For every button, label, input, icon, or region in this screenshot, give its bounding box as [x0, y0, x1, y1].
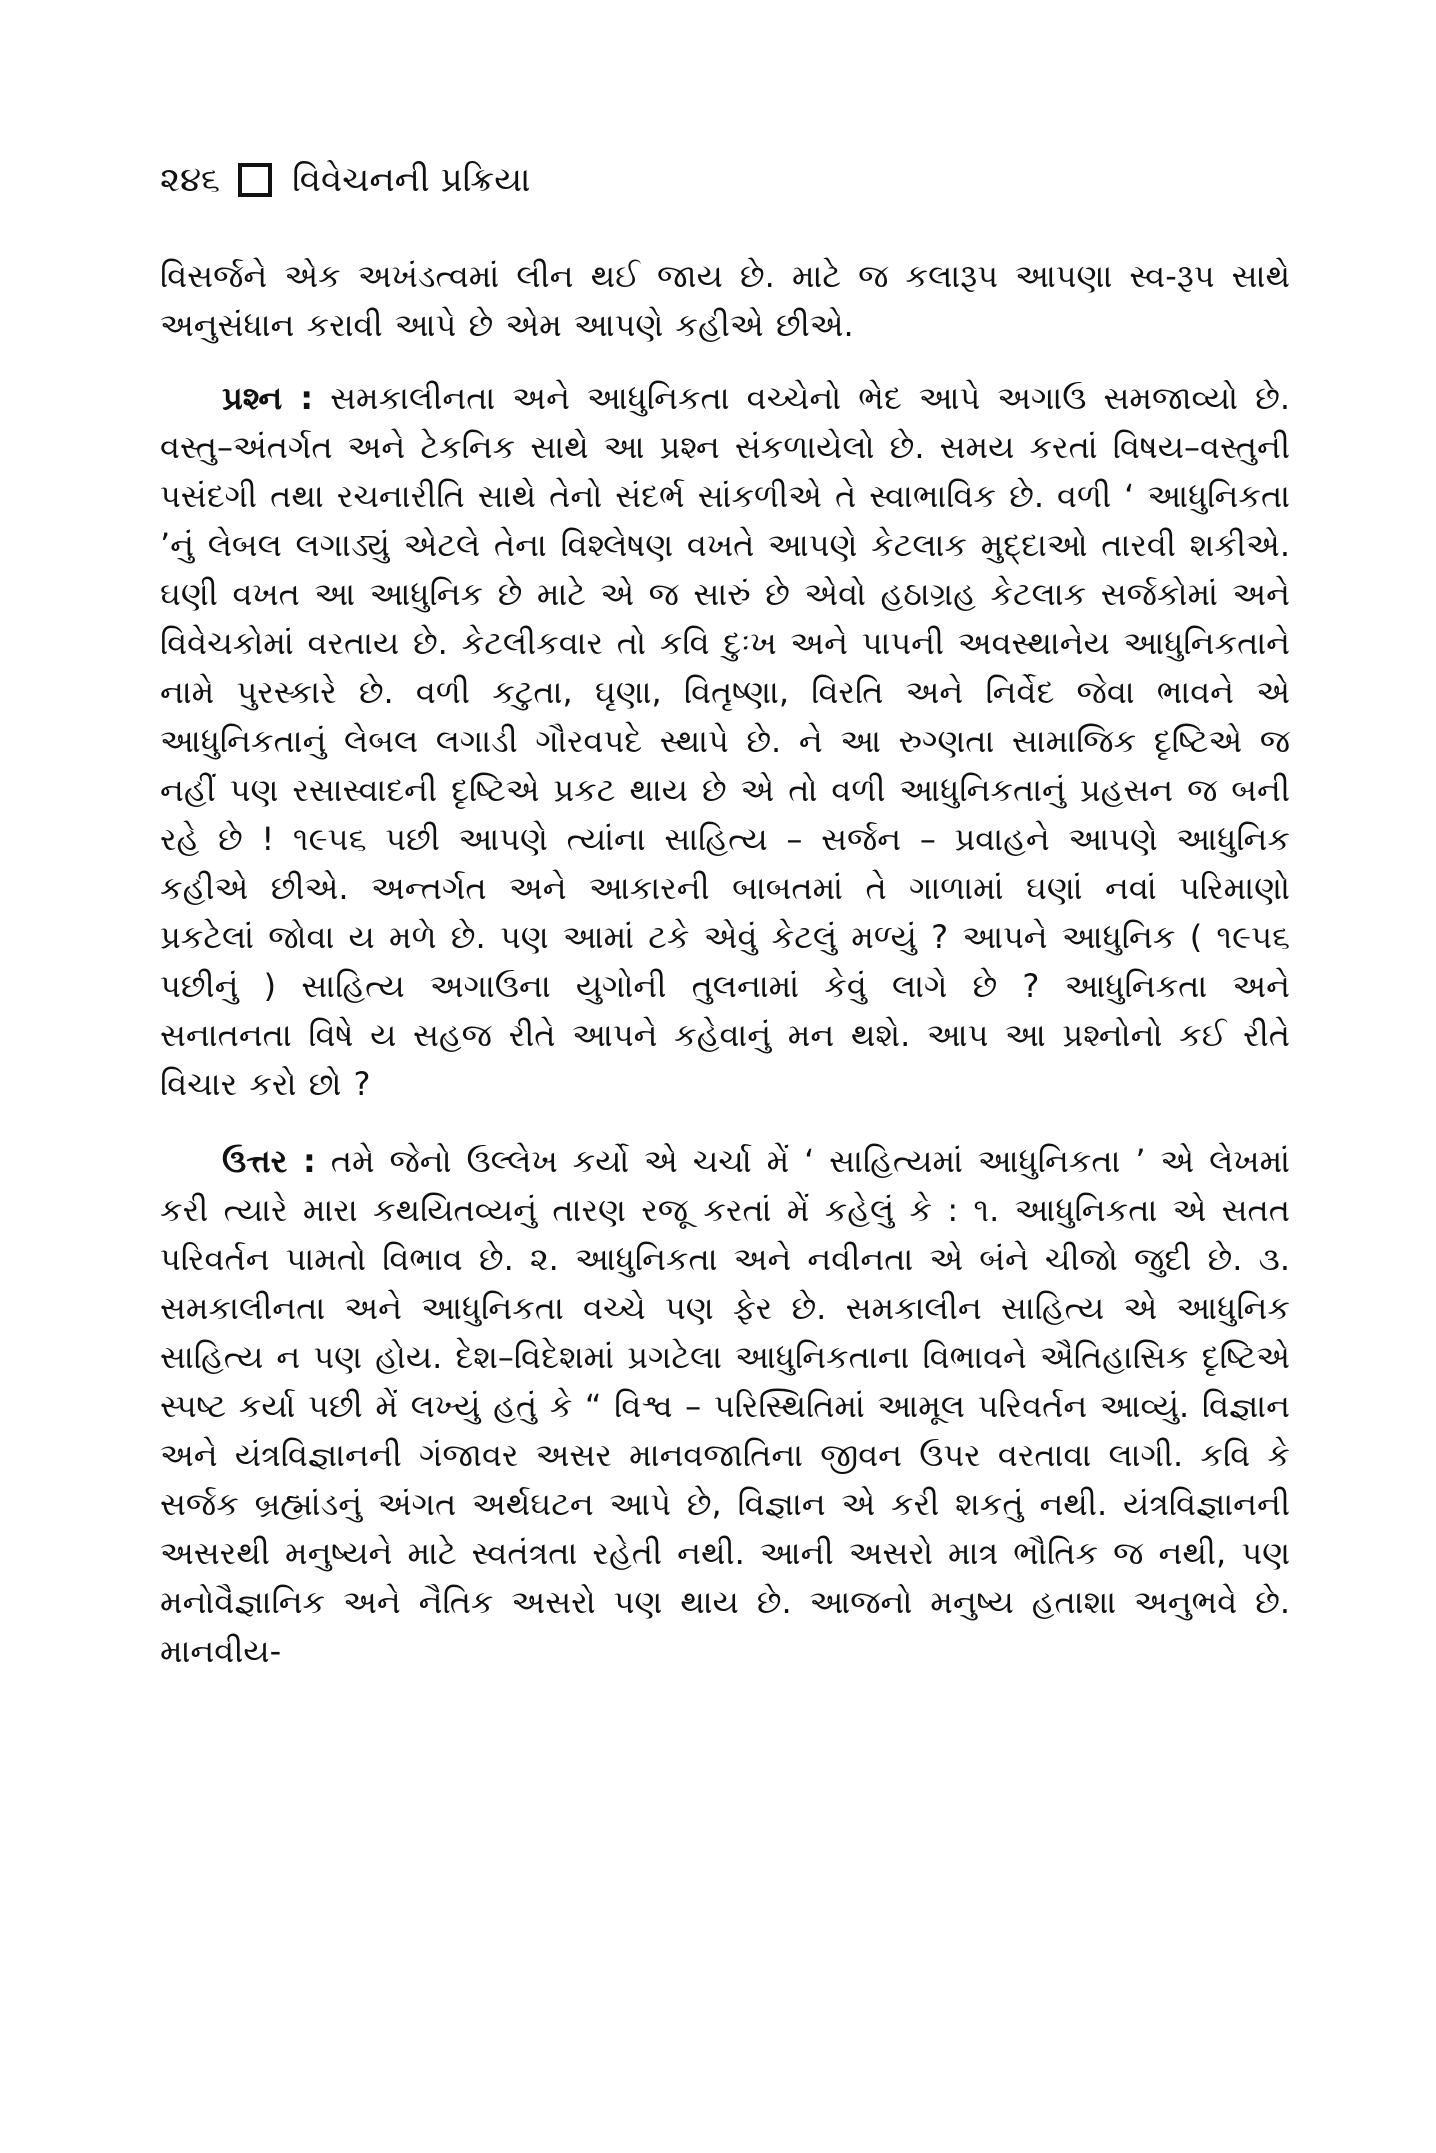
running-title: વિવેચનની પ્રક્રિયા — [292, 160, 531, 200]
header-box-icon — [238, 163, 272, 197]
answer-label: ઉત્તર : — [222, 1142, 316, 1180]
running-header — [160, 150, 1290, 210]
paragraph-answer — [160, 1137, 1290, 1676]
paragraph-continuation — [160, 252, 1290, 350]
answer-text: તમે જેનો ઉલ્લેખ કર્યો એ ચર્ચા મેં ‘ સાહિત્યમાં આધુનિકતા ’ એ લેખમાં કરી ત્યારે મારા કથયિતવ્યનું તારણ રજૂ કરતાં મેં કહેલું કે : ૧. આધુનિકતા એ સતત પરિવર્તન પામતો વિભાવ છે. ૨. આધુનિકતા અને નવીનતા એ બંને ચીજો જુદી છે. ૩. સમકાલીનતા અને આધુનિકતા વચ્ચે પણ ફેર છે. સમકાલીન સાહિત્ય એ આધુનિક સાહિત્ય ન પણ હોય. દેશ–વિદેશમાં પ્રગટેલા આધુનિકતાના વિભાવને ઐતિહાસિક દૃષ્ટિએ સ્પષ્ટ કર્યા પછી મેં લખ્યું હતું કે “ વિશ્વ – પરિસ્થિતિમાં આમૂલ પરિવર્તન આવ્યું. વિજ્ઞાન અને યંત્રવિજ્ઞાનની ગંજાવર અસર માનવજાતિના જીવન ઉપર વરતાવા લાગી. કવિ કે સર્જક બ્રહ્માંડનું અંગત અર્થઘટન આપે છે, વિજ્ઞાન એ કરી શકતું નથી. યંત્રવિજ્ઞાનની અસરથી મનુષ્યને માટે સ્વતંત્રતા રહેતી નથી. આની અસરો માત્ર ભૌતિક જ નથી, પણ મનોવૈજ્ઞાનિક અને નૈતિક અસરો પણ થાય છે. આજનો મનુષ્ય હતાશા અનુભવે છે. માનવીય- — [160, 1142, 1291, 1670]
paragraph-question — [160, 374, 1290, 1109]
question-label: પ્રશ્ન : — [222, 379, 314, 417]
page-number: ૨૪૬ — [160, 160, 221, 200]
book-page — [160, 150, 1290, 1676]
paragraph-text: વિસર્જને એક અખંડત્વમાં લીન થઈ જાય છે. માટે જ કલારૂપ આપણા સ્વ-રૂપ સાથે અનુસંધાન કરાવી આપે છે એમ આપણે કહીએ છીએ. — [160, 257, 1290, 344]
question-text: સમકાલીનતા અને આધુનિકતા વચ્ચેનો ભેદ આપે અગાઉ સમજાવ્યો છે. વસ્તુ–અંતર્ગત અને ટેકનિક સાથે આ પ્રશ્ન સંકળાયેલો છે. સમય કરતાં વિષય–વસ્તુની પસંદગી તથા રચનારીતિ સાથે તેનો સંદર્ભ સાંકળીએ તે સ્વાભાવિક છે. વળી ‘ આધુનિકતા ’નું લેબલ લગાડ્યું એટલે તેના વિશ્લેષણ વખતે આપણે કેટલાક મુદ્દાઓ તારવી શકીએ. ઘણી વખત આ આધુનિક છે માટે એ જ સારું છે એવો હઠાગ્રહ કેટલાક સર્જકોમાં અને વિવેચકોમાં વરતાય છે. કેટલીકવાર તો કવિ દુઃખ અને પાપની અવસ્થાનેય આધુનિકતાને નામે પુરસ્કારે છે. વળી કટુતા, ઘૃણા, વિતૃષ્ણા, વિરતિ અને નિર્વેદ જેવા ભાવને એ આધુનિકતાનું લેબલ લગાડી ગૌરવપદે સ્થાપે છે. ને આ રુગ્ણતા સામાજિક દૃષ્ટિએ જ નહીં પણ રસાસ્વાદની દૃષ્ટિએ પ્રકટ થાય છે એ તો વળી આધુનિકતાનું પ્રહસન જ બની રહે છે ! ૧૯૫૬ પછી આપણે ત્યાંના સાહિત્ય – સર્જન – પ્રવાહને આપણે આધુનિક કહીએ છીએ. અન્તર્ગત અને આકારની બાબતમાં તે ગાળામાં ઘણાં નવાં પરિમાણો પ્રકટેલાં જોવા ય મળે છે. પણ આમાં ટકે એવું કેટલું મળ્યું ? આપને આધુનિક ( ૧૯૫૬ પછીનું ) સાહિત્ય અગાઉના યુગોની તુલનામાં કેવું લાગે છે ? આધુનિકતા અને સનાતનતા વિષે ય સહજ રીતે આપને કહેવાનું મન થશે. આપ આ પ્રશ્નોનો કઈ રીતે વિચાર કરો છો ? — [160, 379, 1290, 1103]
